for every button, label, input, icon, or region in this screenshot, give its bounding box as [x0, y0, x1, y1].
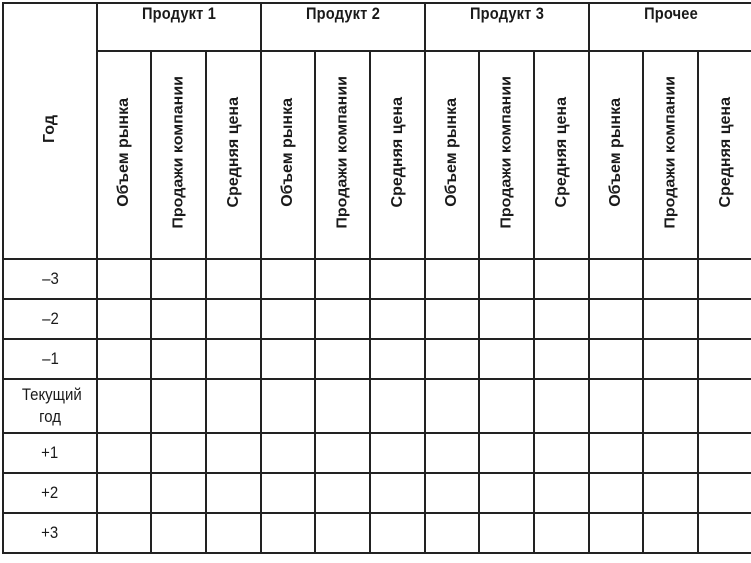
table-cell[interactable]	[698, 513, 751, 553]
table-cell[interactable]	[315, 433, 370, 473]
table-cell[interactable]	[589, 513, 643, 553]
table-cell[interactable]	[425, 433, 479, 473]
group-header-product-3	[425, 3, 589, 51]
table-cell[interactable]	[370, 513, 425, 553]
table-cell[interactable]	[151, 259, 206, 299]
table-cell[interactable]	[206, 513, 261, 553]
row-year-text: +3	[41, 523, 59, 542]
sub-header-label: Объем рынка	[607, 98, 624, 208]
year-column-header	[3, 3, 97, 259]
table-cell[interactable]	[206, 299, 261, 339]
table-cell[interactable]	[479, 513, 534, 553]
table-cell[interactable]	[315, 473, 370, 513]
table-cell[interactable]	[315, 259, 370, 299]
table-cell[interactable]	[589, 379, 643, 433]
table-cell[interactable]	[643, 259, 698, 299]
row-year-text: +1	[41, 443, 59, 462]
sub-header-average-price	[206, 51, 261, 259]
table-row	[3, 379, 751, 433]
row-year-label	[3, 433, 97, 473]
sub-header-label: Объем рынка	[279, 98, 296, 208]
table-cell[interactable]	[370, 299, 425, 339]
table-cell[interactable]	[534, 433, 589, 473]
sub-header-label: Продажи компании	[334, 76, 350, 229]
table-cell[interactable]	[151, 473, 206, 513]
table-cell[interactable]	[370, 259, 425, 299]
table-cell[interactable]	[479, 473, 534, 513]
row-year-text: Текущий год	[21, 385, 82, 426]
sub-header-label: Продажи компании	[662, 76, 678, 229]
table-cell[interactable]	[425, 513, 479, 553]
table-cell[interactable]	[534, 379, 589, 433]
table-cell[interactable]	[151, 433, 206, 473]
table-cell[interactable]	[97, 379, 151, 433]
table-cell[interactable]	[698, 259, 751, 299]
group-header-product-1	[97, 3, 261, 51]
table-row	[3, 513, 751, 553]
group-header-other	[589, 3, 751, 51]
table-cell[interactable]	[479, 299, 534, 339]
row-year-label	[3, 299, 97, 339]
table-cell[interactable]	[643, 433, 698, 473]
table-cell[interactable]	[151, 513, 206, 553]
table-cell[interactable]	[97, 513, 151, 553]
sub-header-average-price	[534, 51, 589, 259]
table-cell[interactable]	[206, 433, 261, 473]
table-cell[interactable]	[261, 299, 315, 339]
group-header-label: Продукт 3	[470, 4, 544, 24]
table-cell[interactable]	[315, 513, 370, 553]
table-cell[interactable]	[698, 299, 751, 339]
row-year-text: –2	[41, 309, 59, 328]
table-cell[interactable]	[315, 379, 370, 433]
table-cell[interactable]	[370, 433, 425, 473]
group-header-product-2	[261, 3, 425, 51]
table-cell[interactable]	[261, 379, 315, 433]
table-row	[3, 339, 751, 379]
row-year-label	[3, 259, 97, 299]
table-cell[interactable]	[261, 339, 315, 379]
table-cell[interactable]	[151, 379, 206, 433]
sub-header-label: Средняя цена	[716, 97, 734, 208]
group-header-row	[3, 3, 751, 51]
table-cell[interactable]	[425, 339, 479, 379]
table-cell[interactable]	[643, 513, 698, 553]
table-cell[interactable]	[589, 259, 643, 299]
table-cell[interactable]	[698, 433, 751, 473]
sub-header-company-sales	[643, 51, 698, 259]
table-cell[interactable]	[534, 299, 589, 339]
table-cell[interactable]	[589, 339, 643, 379]
table-cell[interactable]	[97, 473, 151, 513]
table-cell[interactable]	[534, 513, 589, 553]
group-header-label: Прочее	[644, 4, 698, 24]
table-cell[interactable]	[698, 339, 751, 379]
table-cell[interactable]	[479, 259, 534, 299]
row-year-text: –3	[41, 269, 59, 288]
table-body	[3, 259, 751, 553]
table-cell[interactable]	[698, 379, 751, 433]
group-header-label: Продукт 1	[142, 4, 216, 24]
table-cell[interactable]	[151, 299, 206, 339]
sub-header-market-volume	[425, 51, 479, 259]
row-year-text: –1	[41, 349, 59, 368]
table-cell[interactable]	[370, 473, 425, 513]
table-cell[interactable]	[315, 339, 370, 379]
sub-header-company-sales	[315, 51, 370, 259]
sub-header-label: Продажи компании	[498, 76, 514, 229]
table-row	[3, 433, 751, 473]
table-cell[interactable]	[643, 379, 698, 433]
row-year-label	[3, 473, 97, 513]
row-year-text: +2	[41, 483, 59, 502]
sub-header-company-sales	[479, 51, 534, 259]
table-cell[interactable]	[261, 259, 315, 299]
table-cell[interactable]	[97, 299, 151, 339]
table-cell[interactable]	[206, 379, 261, 433]
sub-header-market-volume	[261, 51, 315, 259]
table-cell[interactable]	[151, 339, 206, 379]
table-cell[interactable]	[97, 433, 151, 473]
table-cell[interactable]	[589, 299, 643, 339]
table-cell[interactable]	[643, 473, 698, 513]
row-year-label	[3, 339, 97, 379]
table-cell[interactable]	[643, 299, 698, 339]
table-cell[interactable]	[97, 339, 151, 379]
sub-header-label: Средняя цена	[224, 97, 242, 208]
table-cell[interactable]	[643, 339, 698, 379]
sub-header-label: Объем рынка	[443, 98, 460, 208]
sub-header-average-price	[698, 51, 751, 259]
group-header-label: Продукт 2	[306, 4, 380, 24]
table-cell[interactable]	[425, 473, 479, 513]
table-cell[interactable]	[589, 473, 643, 513]
table-cell[interactable]	[206, 259, 261, 299]
planning-table	[2, 2, 751, 554]
sub-header-market-volume	[589, 51, 643, 259]
row-year-label	[3, 379, 97, 433]
table-cell[interactable]	[206, 339, 261, 379]
table-cell[interactable]	[425, 299, 479, 339]
table-cell[interactable]	[315, 299, 370, 339]
row-year-label	[3, 513, 97, 553]
table-cell[interactable]	[479, 379, 534, 433]
sub-header-label: Средняя цена	[388, 97, 406, 208]
table-cell[interactable]	[589, 433, 643, 473]
table-cell[interactable]	[206, 473, 261, 513]
table-cell[interactable]	[425, 259, 479, 299]
sub-header-label: Средняя цена	[552, 97, 570, 208]
sub-header-average-price	[370, 51, 425, 259]
table-cell[interactable]	[261, 513, 315, 553]
table-row	[3, 473, 751, 513]
table-cell[interactable]	[698, 473, 751, 513]
sub-header-market-volume	[97, 51, 151, 259]
table-cell[interactable]	[261, 473, 315, 513]
sub-header-label: Продажи компании	[170, 76, 186, 229]
table-cell[interactable]	[425, 379, 479, 433]
table-row	[3, 299, 751, 339]
table-cell[interactable]	[534, 339, 589, 379]
table-cell[interactable]	[534, 259, 589, 299]
sub-header-company-sales	[151, 51, 206, 259]
table-row	[3, 259, 751, 299]
table-cell[interactable]	[479, 433, 534, 473]
table-cell[interactable]	[370, 379, 425, 433]
sub-header-row	[3, 51, 751, 259]
sub-header-label: Объем рынка	[115, 98, 132, 208]
year-header-label: Год	[41, 114, 58, 143]
table-cell[interactable]	[97, 259, 151, 299]
table-cell[interactable]	[479, 339, 534, 379]
table-cell[interactable]	[534, 473, 589, 513]
table-cell[interactable]	[261, 433, 315, 473]
table-cell[interactable]	[370, 339, 425, 379]
